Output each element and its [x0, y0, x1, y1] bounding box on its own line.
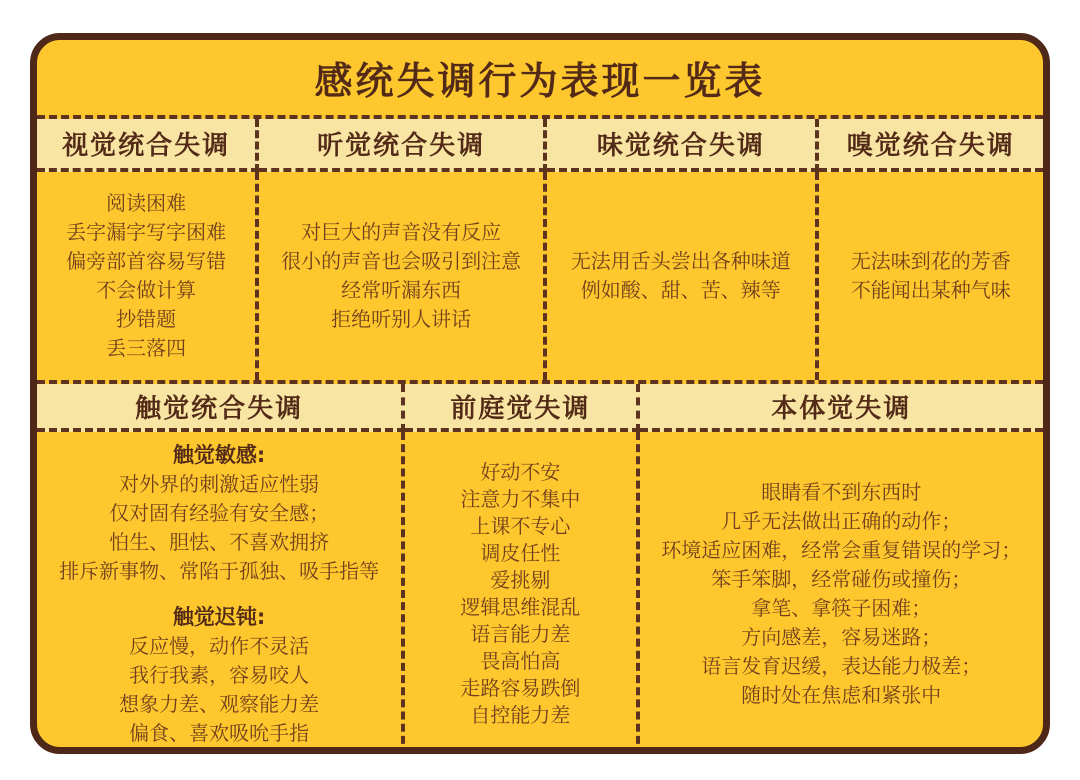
tactile-sensitive-lines: [59, 470, 379, 586]
header-auditory: 听觉统合失调: [259, 119, 547, 172]
text-line: 经常听漏东西: [341, 278, 462, 302]
tactile-sensitive-subtitle: 触觉敏感:: [172, 443, 266, 467]
text-line: 想象力差、观察能力差: [119, 692, 320, 716]
cell-tactile-symptoms: [37, 432, 405, 754]
text-line: 对外界的刺激适应性弱: [119, 472, 320, 496]
text-line: 走路容易跌倒: [460, 676, 581, 700]
text-line: 好动不安: [480, 460, 561, 484]
text-line: 畏高怕高: [480, 649, 561, 673]
senses-grid-top: [37, 115, 1043, 380]
sensory-integration-table-card: [30, 33, 1050, 754]
text-line: 环境适应困难，经常会重复错误的学习；: [661, 538, 1022, 562]
text-line: 拒绝听别人讲话: [331, 307, 472, 331]
tactile-sensitive-section: [59, 440, 379, 586]
cell-visual-symptoms: [37, 172, 259, 380]
senses-grid-bottom: [37, 380, 1043, 754]
text-line: 语言能力差: [470, 622, 571, 646]
cell-proprioceptive-symptoms: [640, 432, 1043, 754]
text-line: 对巨大的声音没有反应: [301, 220, 502, 244]
text-line: 怕生、胆怯、不喜欢拥挤: [109, 530, 330, 554]
text-line: 随时处在焦虑和紧张中: [741, 683, 942, 707]
text-line: 偏食、喜欢吸吮手指: [129, 721, 310, 745]
text-line: 爱挑剔: [490, 568, 551, 592]
header-taste: 味觉统合失调: [547, 119, 819, 172]
text-line: 拿笔、拿筷子困难；: [751, 596, 932, 620]
header-proprioceptive: 本体觉失调: [640, 384, 1043, 432]
text-line: 丢三落四: [106, 336, 187, 360]
text-line: 笨手笨脚，经常碰伤或撞伤；: [711, 567, 972, 591]
text-line: 眼睛看不到东西时: [761, 480, 922, 504]
text-line: 反应慢，动作不灵活: [129, 634, 310, 658]
text-line: 我行我素，容易咬人: [129, 663, 310, 687]
tactile-dull-section: [119, 602, 319, 748]
text-line: 不会做计算: [96, 278, 197, 302]
cell-vestibular-symptoms: [405, 432, 639, 754]
text-line: 几乎无法做出正确的动作；: [721, 509, 962, 533]
text-line: 无法味到花的芳香: [850, 249, 1011, 273]
text-line: 逻辑思维混乱: [460, 595, 581, 619]
cell-taste-symptoms: [547, 172, 819, 380]
cell-auditory-symptoms: [259, 172, 547, 380]
text-line: 丢字漏字写字困难: [66, 220, 227, 244]
text-line: 抄错题: [116, 307, 177, 331]
text-line: 调皮任性: [480, 541, 561, 565]
text-line: 例如酸、甜、苦、辣等: [580, 278, 781, 302]
page-title: 感统失调行为表现一览表: [314, 59, 766, 103]
tactile-dull-subtitle: 触觉迟钝:: [172, 605, 266, 629]
text-line: 注意力不集中: [460, 487, 581, 511]
tactile-dull-lines: [119, 632, 319, 748]
text-line: 不能闻出某种气味: [850, 278, 1011, 302]
text-line: 仅对固有经验有安全感；: [109, 501, 330, 525]
text-line: 上课不专心: [470, 514, 571, 538]
header-vestibular: 前庭觉失调: [405, 384, 639, 432]
text-line: 阅读困难: [106, 191, 187, 215]
text-line: 偏旁部首容易写错: [66, 249, 227, 273]
text-line: 很小的声音也会吸引到注意: [281, 249, 522, 273]
header-tactile: 触觉统合失调: [37, 384, 405, 432]
header-visual: 视觉统合失调: [37, 119, 259, 172]
text-line: 无法用舌头尝出各种味道: [570, 249, 791, 273]
text-line: 语言发育迟缓，表达能力极差；: [701, 654, 982, 678]
text-line: 自控能力差: [470, 703, 571, 727]
header-smell: 嗅觉统合失调: [819, 119, 1043, 172]
cell-smell-symptoms: [819, 172, 1043, 380]
text-line: 排斥新事物、常陷于孤独、吸手指等: [59, 559, 380, 583]
text-line: 方向感差，容易迷路；: [741, 625, 942, 649]
